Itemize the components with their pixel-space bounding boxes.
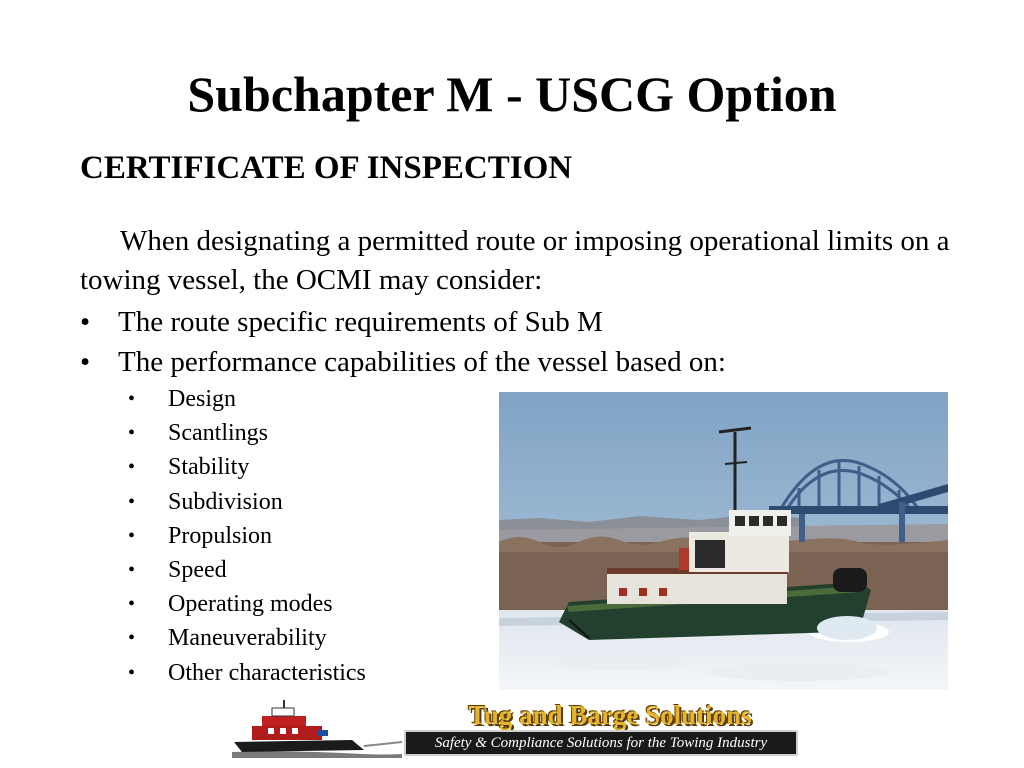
sub-bullet-text: Scantlings xyxy=(168,420,268,447)
bullet-dot: • xyxy=(80,306,91,338)
bullet-text: The route specific requirements of Sub M xyxy=(118,306,603,338)
sub-bullet-text: Propulsion xyxy=(168,522,273,549)
bullet-dot: • xyxy=(128,524,136,547)
section-heading: CERTIFICATE OF INSPECTION xyxy=(80,150,573,186)
tug-logo-icon xyxy=(232,700,402,762)
intro-paragraph: When designating a permitted route or imposing operational limits on a towing vessel, the OCMI may consider: xyxy=(80,225,950,296)
bullet-dot: • xyxy=(80,346,91,378)
bullet-dot: • xyxy=(128,456,136,479)
logo-title: Tug and Barge Solutions xyxy=(468,700,752,730)
bullet-dot: • xyxy=(128,627,136,650)
bullet-dot: • xyxy=(128,422,136,445)
bullet-dot: • xyxy=(128,558,136,581)
bullet-dot: • xyxy=(128,661,136,684)
sub-bullet-text: Design xyxy=(168,386,236,412)
sub-bullet-text: Maneuverability xyxy=(168,625,327,652)
sub-bullet-text: Subdivision xyxy=(168,488,283,515)
tugboat-photo xyxy=(499,392,948,690)
bullet-text: The performance capabilities of the vessel based on: xyxy=(118,346,726,378)
logo-tagline: Safety & Compliance Solutions for the Towing Industry xyxy=(434,735,768,751)
sub-bullet-text: Speed xyxy=(168,556,227,583)
sub-bullet-text: Other characteristics xyxy=(168,659,366,686)
logo-banner xyxy=(404,730,798,756)
sub-bullet-text: Operating modes xyxy=(168,591,333,618)
bullet-dot: • xyxy=(128,388,136,410)
slide-title: Subchapter M - USCG Option xyxy=(187,66,837,122)
bullet-dot: • xyxy=(128,490,136,513)
bullet-dot: • xyxy=(128,593,136,616)
sub-bullet-text: Stability xyxy=(168,454,250,481)
